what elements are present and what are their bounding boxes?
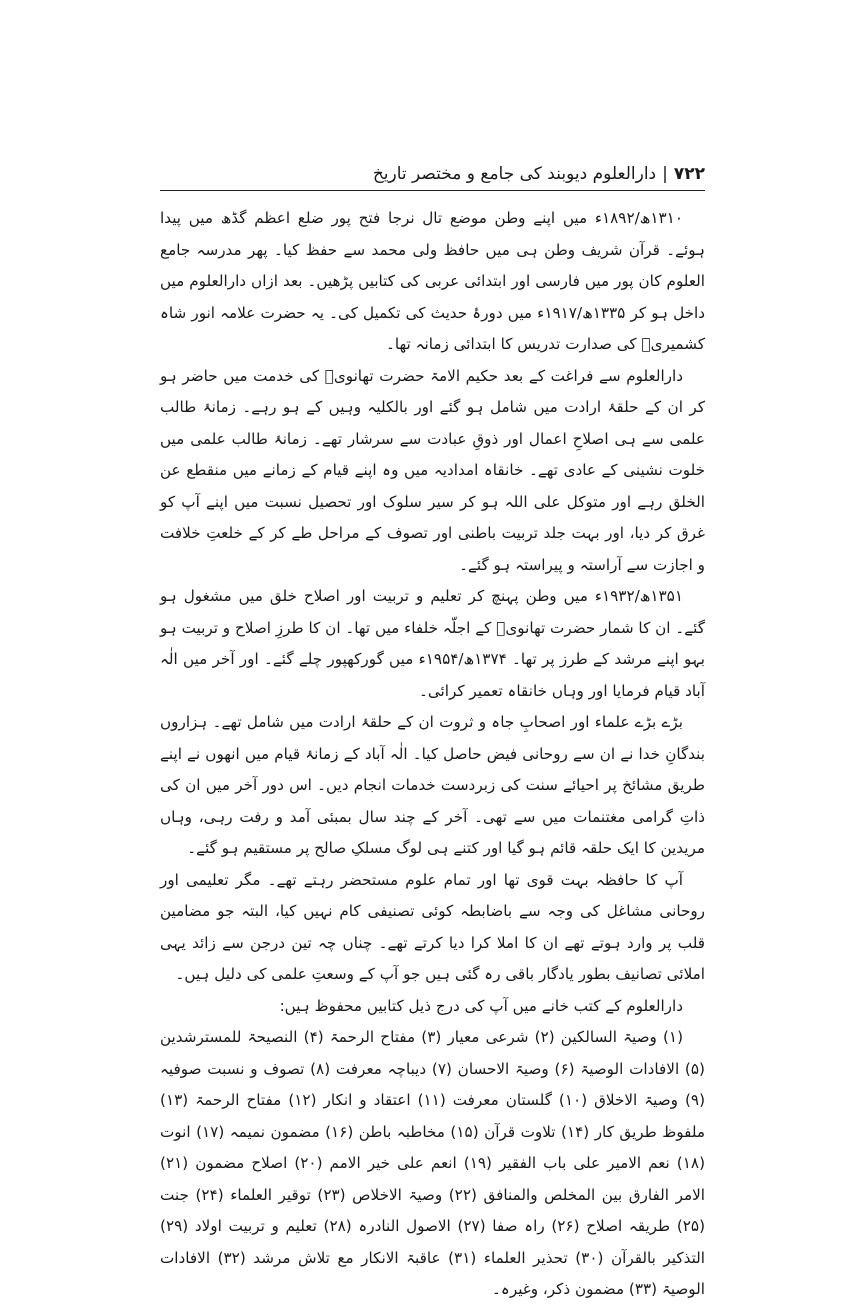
header-rule bbox=[160, 190, 705, 191]
page-number: ۷۲۲ bbox=[673, 164, 705, 184]
paragraph-writings: آپ کا حافظہ بہت قوی تھا اور تمام علوم مستحضر رہتے تھے۔ مگر تعلیمی اور روحانی مشاغل کی وجہ سے باضابطہ کوئی تصنیفی کام نہیں کیا، البتہ جو مضامین قلب پر وارد ہوتے تھے ان کا املا کرا دیا کرتے تھے۔ چناں چہ تین درجن سے زائد یہی املائی تصانیف بطور یادگار باقی رہ گئی ہیں جو آپ کے وسعتِ علمی کی دلیل ہیں۔ bbox=[160, 870, 705, 983]
paragraph-spiritual-training: دارالعلوم سے فراغت کے بعد حکیم الامۃ حضرت تھانویؒ کی خدمت میں حاضر ہو کر ان کے حلقۂ ارادت میں شامل ہو گئے اور بالکلیہ وہیں کے ہو رہے۔ زمانۂ طالب علمی سے ہی اصلاحِ اعمال اور ذوقِ عبادت سے سرشار تھے۔ زمانۂ طالب علمی میں خلوت نشینی کے عادی تھے۔ خانقاہ امدادیہ میں وہ اپنے قیام کے زمانے میں منقطع عن الخلق رہے اور متوکل علی اللہ ہو کر سیر سلوک اور تحصیل نسبت میں اپنے آپ کو غرق کر دیا، اور بہت جلد تربیت باطنی اور تصوف کے مراحل طے کر کے خلعتِ خلافت و اجازت سے آراستہ و پیراستہ ہو گئے۔ bbox=[160, 366, 705, 574]
paragraph-return-home: ۱۳۵۱ھ/۱۹۳۲ء میں وطن پہنچ کر تعلیم و تربیت اور اصلاح خلق میں مشغول ہو گئے۔ ان کا شمار حضرت تھانویؒ کے اجلّہ خلفاء میں تھا۔ ان کا طرزِ اصلاح و تربیت ہو بہو اپنے مرشد کے طرز پر تھا۔ ۱۳۷۴ھ/۱۹۵۴ء میں گورکھپور چلے گئے۔ اور آخر میں الٰہ آباد قیام فرمایا اور وہاں خانقاہ تعمیر کرائی۔ bbox=[160, 587, 705, 700]
book-title: دارالعلوم دیوبند کی جامع و مختصر تاریخ bbox=[372, 164, 657, 184]
paragraph-library-intro: دارالعلوم کے کتب خانے میں آپ کی درج ذیل کتابیں محفوظ ہیں: bbox=[279, 996, 683, 1015]
header-separator: | bbox=[662, 164, 668, 184]
page-body bbox=[160, 203, 705, 1306]
paragraph-disciples: بڑے بڑے علماء اور اصحابِ جاہ و ثروت ان کے حلقۂ ارادت میں شامل تھے۔ ہزاروں بندگانِ خدا نے ان سے روحانی فیض حاصل کیا۔ الٰہ آباد کے زمانۂ قیام میں انھوں نے اپنے طریق مشائخ پر احیائے سنت کی زبردست خدمات انجام دیں۔ اس دور آخر میں ان کی ذاتِ گرامی مغتنمات میں سے تھی۔ آخر کے چند سال بمبئی آمد و رفت رہی، وہاں مریدین کا ایک حلقہ قائم ہو گیا اور کتنے ہی لوگ مسلکِ صالح پر مستقیم ہو گئے۔ bbox=[160, 713, 705, 857]
paragraph-birth-education: ۱۳۱۰ھ/۱۸۹۲ء میں اپنے وطن موضع تال نرجا فتح پور ضلع اعظم گڈھ میں پیدا ہوئے۔ قرآن شریف وطن ہی میں حافظ ولی محمد سے حفظ کیا۔ پھر مدرسہ جامع العلوم کان پور میں فارسی اور ابتدائی عربی کی کتابیں پڑھیں۔ بعد ازاں دارالعلوم میں داخل ہو کر ۱۳۳۵ھ/۱۹۱۷ء میں دورۂ حدیث کی تکمیل کی۔ یہ حضرت علامہ انور شاہ کشمیریؒ کی صدارت تدریس کا ابتدائی زمانہ تھا۔ bbox=[160, 209, 705, 353]
paragraph-book-list: (۱) وصیۃ السالکین (۲) شرعی معیار (۳) مفتاح الرحمۃ (۴) النصیحۃ للمسترشدین (۵) الافادات الوصیۃ (۶) وصیۃ الاحسان (۷) دیباچہ معرفت (۸) تصوف و نسبت صوفیہ (۹) وصیۃ الاخلاق (۱۰) گلستان معرفت (۱۱) اعتقاد و انکار (۱۲) مفتاح الرحمۃ (۱۳) ملفوظ طریق کار (۱۴) تلاوت قرآن (۱۵) مخاطبہ باطن (۱۶) مضمون نمیمہ (۱۷) انوت (۱۸) نعم الامیر علی باب الفقیر (۱۹) انعم علی خیر الامم (۲۰) اصلاح مضمون (۲۱) الامر الفارق بین المخلص والمنافق (۲۲) وصیۃ الاخلاص (۲۳) توقیر العلماء (۲۴) جنت (۲۵) طریقہ اصلاح (۲۶) راہ صفا (۲۷) الاصول النادرہ (۲۸) تعلیم و تربیت اولاد (۲۹) التذکیر بالقرآن (۳۰) تحذیر العلماء (۳۱) عاقبۃ الانکار مع تلاش مرشد (۳۲) الافادات الوصیۃ (۳۳) مضمون ذکر، وغیرہ۔ bbox=[160, 1028, 706, 1298]
running-header bbox=[160, 160, 705, 188]
